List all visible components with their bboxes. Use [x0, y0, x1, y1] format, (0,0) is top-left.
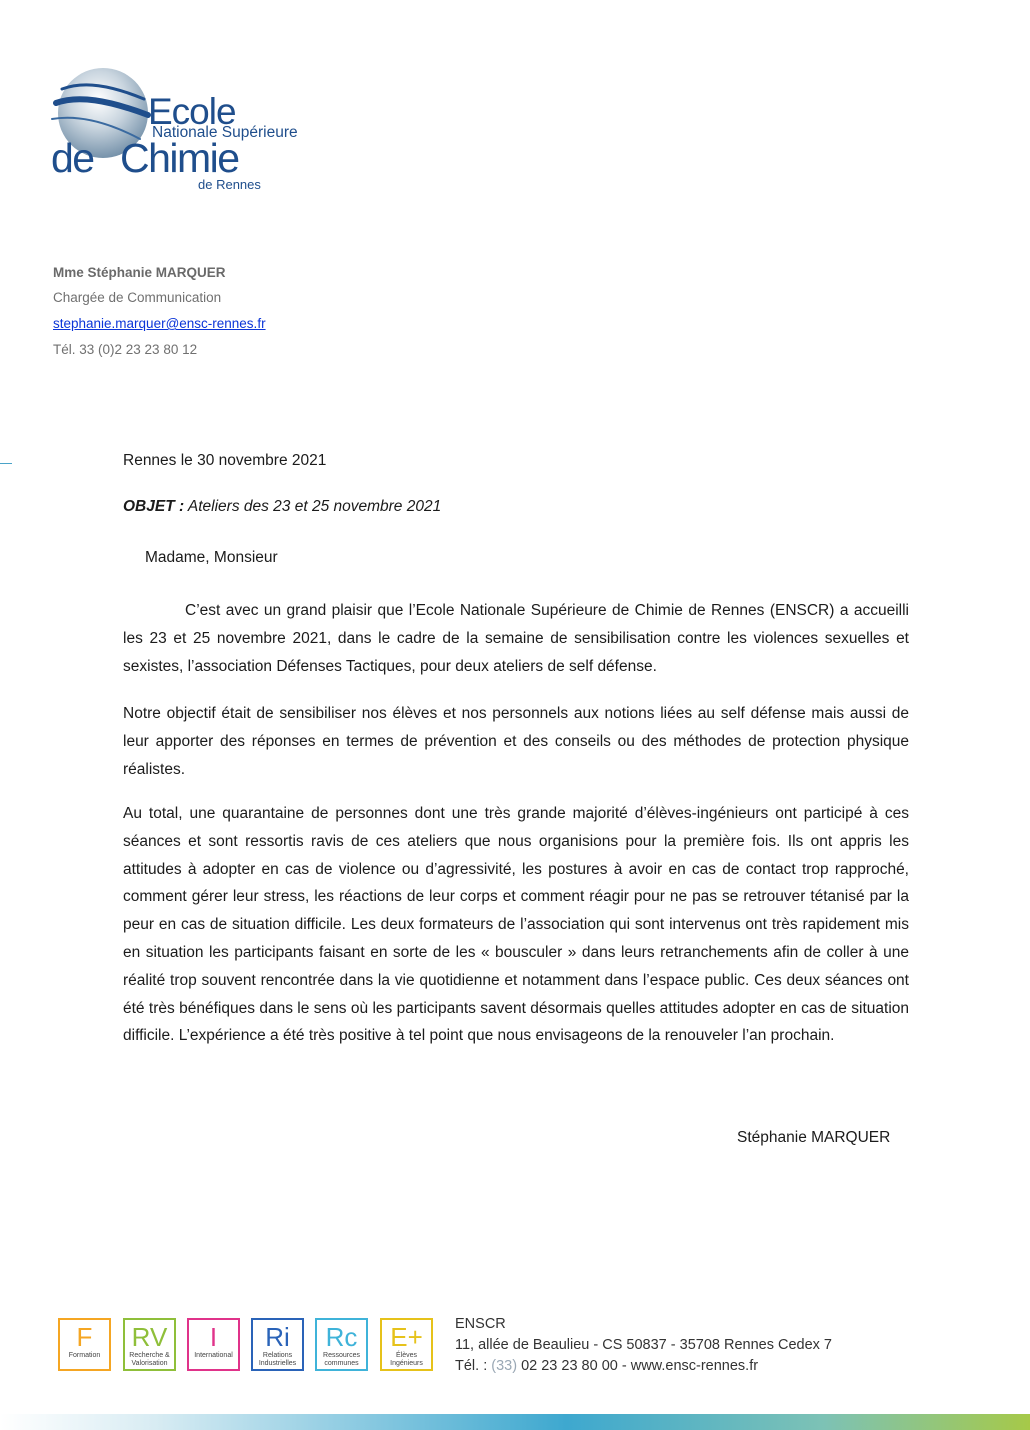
badge-caption: Relations Industrielles — [258, 1352, 297, 1367]
badge-letter: RV — [131, 1322, 168, 1352]
letter-salutation: Madame, Monsieur — [145, 549, 278, 566]
school-logo — [48, 55, 348, 205]
badge-recherche — [123, 1318, 176, 1371]
body-paragraph: Au total, une quarantaine de personnes dont une très grande majorité d’élèves-ingénieurs ont participé à ces séances et sont ressortis ravis de ces ateliers que nous organisions pour la première fois. Ils ont appris les attitudes à adopter en cas de violence ou d’agressivité, les postures à avoir en cas de contact trop rapproché, comment gérer leur stress, les réactions de leur corps et comment réagir pour ne pas se retrouver tétanisé par la peur en cas de situation difficile. Les deux formateurs de l’association qui sont intervenus ont très rapidement mis en situation les participants faisant en sorte de les « bousculer » dans leurs retranchements afin de coller à une réalité trop souvent rencontrée dans la vie quotidienne et notamment dans l’espace public. Ces deux séances ont été très bénéfiques dans le sens où les participants savent désormais quelles attitudes adopter en cas de situation difficile. L’expérience a été très positive à tel point que nous envisageons de la renouveler l’an prochain. — [123, 805, 909, 1045]
logo-de: de — [51, 135, 94, 181]
badge-ressources — [315, 1318, 368, 1371]
sender-role: Chargée de Communication — [53, 290, 222, 305]
letter-date: Rennes le 30 novembre 2021 — [123, 452, 327, 469]
badge-caption: Formation — [68, 1352, 101, 1359]
badge-international — [187, 1318, 240, 1371]
badge-formation — [58, 1318, 111, 1371]
footer-tel-prefix: Tél. : — [455, 1358, 492, 1374]
logo-nationale: Nationale Supérieure — [152, 124, 298, 141]
body-paragraph: C’est avec un grand plaisir que l’Ecole Nationale Supérieure de Chimie de Rennes (ENSCR) a accueilli les 23 et 25 novembre 2021, dans le cadre de la semaine de sensibilisation contre les violences sexuelles et sexistes, l’association Défenses Tactiques, pour deux ateliers de self défense. — [123, 602, 909, 675]
footer-org: ENSCR — [455, 1316, 506, 1332]
logo-chimie: Chimie — [120, 135, 239, 181]
footer-color-bar — [0, 1414, 1030, 1430]
subject-label: OBJET : — [123, 498, 185, 515]
badge-eleves — [380, 1318, 433, 1371]
footer-country-code: (33) — [491, 1358, 518, 1374]
badge-relations — [251, 1318, 304, 1371]
badge-caption: International — [194, 1352, 233, 1359]
logo-rennes: de Rennes — [198, 177, 261, 192]
subject-text: Ateliers des 23 et 25 novembre 2021 — [184, 498, 442, 515]
sender-phone: Tél. 33 (0)2 23 23 80 12 — [53, 342, 198, 357]
badge-letter: Rc — [325, 1322, 358, 1352]
footer-address: 11, allée de Beaulieu - CS 50837 - 35708 Rennes Cedex 7 — [455, 1337, 832, 1353]
margin-tick — [0, 463, 12, 464]
badge-letter: E+ — [390, 1322, 423, 1352]
badge-caption: Ressources communes — [323, 1352, 360, 1367]
badge-caption: Élèves Ingénieurs — [390, 1352, 423, 1367]
body-paragraph: Notre objectif était de sensibiliser nos élèves et nos personnels aux notions liées au self défense mais aussi de leur apporter des réponses en termes de prévention et des conseils ou des méthodes de protection physique réalistes. — [123, 705, 909, 778]
footer-tel-rest: 02 23 23 80 00 - www.ensc-rennes.fr — [517, 1358, 759, 1374]
badge-letter: Ri — [265, 1322, 290, 1352]
letter-subject — [123, 498, 441, 516]
sender-email-link[interactable]: stephanie.marquer@ensc-rennes.fr — [53, 316, 266, 331]
sender-name: Mme Stéphanie MARQUER — [53, 265, 226, 280]
badge-caption: Recherche & Valorisation — [129, 1352, 170, 1367]
footer-contact — [455, 1358, 758, 1374]
letter-signature: Stéphanie MARQUER — [737, 1129, 891, 1146]
badge-letter: F — [76, 1322, 93, 1352]
logo-ecole: Ecole — [148, 91, 236, 132]
badge-letter: I — [209, 1322, 218, 1352]
